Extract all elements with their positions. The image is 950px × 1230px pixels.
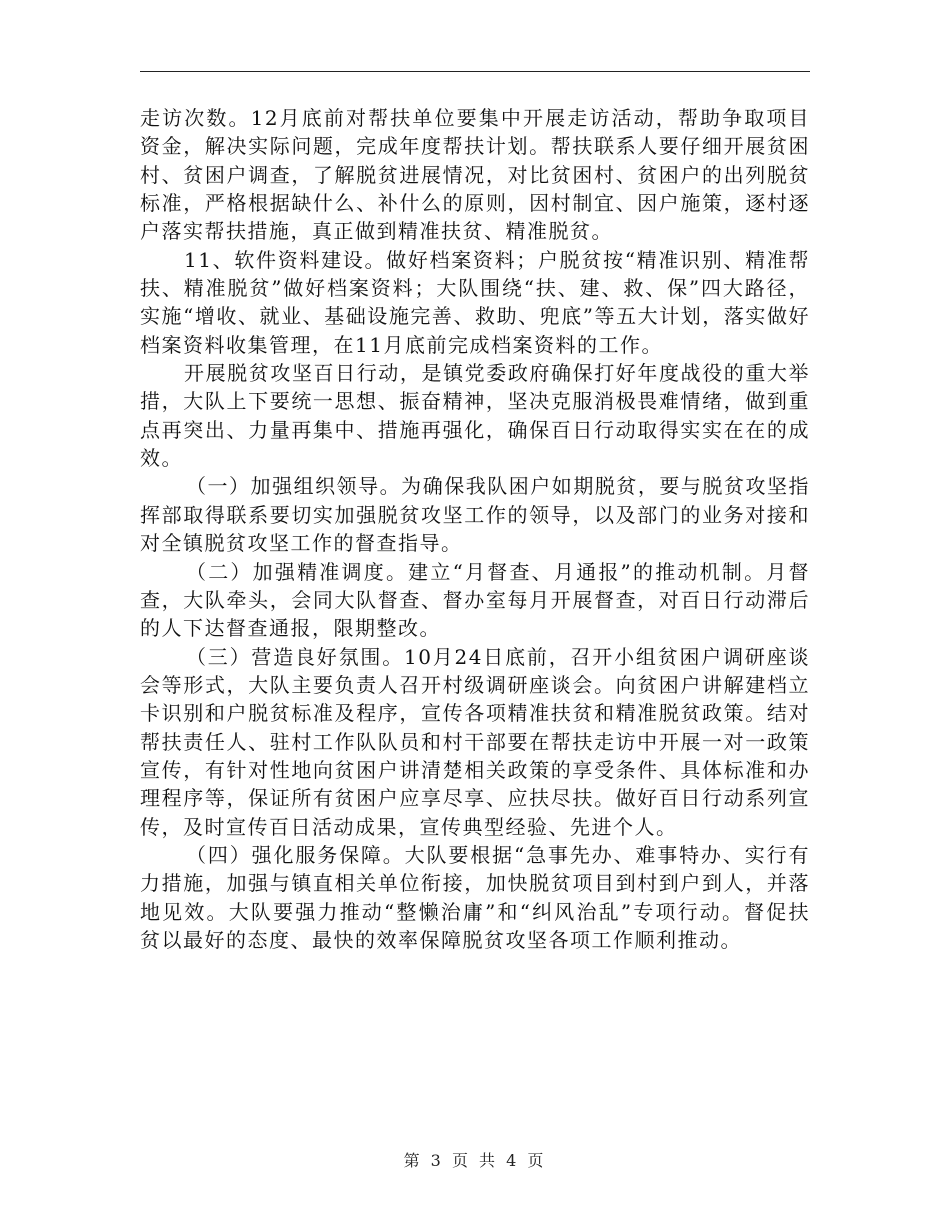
paragraph-software-records: 11、软件资料建设。做好档案资料；户脱贫按“精准识别、精准帮扶、精准脱贫”做好档案资料；大队围绕“扶、建、救、保”四大路径，实施“增收、就业、基础设施完善、救助、兜底”等五大计划，落实做好档案资料收集管理，在11月底前完成档案资料的工作。 bbox=[140, 247, 810, 357]
paragraph-hundred-day-action: 开展脱贫攻坚百日行动，是镇党委政府确保打好年度战役的重大举措，大队上下要统一思想、振奋精神，坚决克服消极畏难情绪，做到重点再突出、力量再集中、措施再强化，确保百日行动取得实实在在的成效。 bbox=[140, 361, 810, 471]
paragraph-precise-dispatch: （二）加强精准调度。建立“月督查、月通报”的推动机制。月督查，大队牵头，会同大队督查、督办室每月开展督查，对百日行动滞后的人下达督查通报，限期整改。 bbox=[140, 559, 810, 641]
paragraph-service-guarantee: （四）强化服务保障。大队要根据“急事先办、难事特办、实行有力措施，加强与镇直相关单位衔接，加快脱贫项目到村到户到人，并落地见效。大队要强力推动“整懒治庸”和“纠风治乱”专项行动。督促扶贫以最好的态度、最快的效率保障脱贫攻坚各项工作顺利推动。 bbox=[140, 842, 810, 952]
paragraph-atmosphere: （三）营造良好氛围。10月24日底前，召开小组贫困户调研座谈会等形式，大队主要负责人召开村级调研座谈会。向贫困户讲解建档立卡识别和户脱贫标准及程序，宣传各项精准扶贫和精准脱贫政策。结对帮扶责任人、驻村工作队队员和村干部要在帮扶走访中开展一对一政策宣传，有针对性地向贫困户讲清楚相关政策的享受条件、具体标准和办理程序等，保证所有贫困户应享尽享、应扶尽扶。做好百日行动系列宣传，及时宣传百日活动成果，宣传典型经验、先进个人。 bbox=[140, 644, 810, 839]
paragraph-visit-count: 走访次数。12月底前对帮扶单位要集中开展走访活动，帮助争取项目资金，解决实际问题，完成年度帮扶计划。帮扶联系人要仔细开展贫困村、贫困户调查，了解脱贫进展情况，对比贫困村、贫困户的出列脱贫标准，严格根据缺什么、补什么的原则，因村制宜、因户施策，逐村逐户落实帮扶措施，真正做到精准扶贫、精准脱贫。 bbox=[140, 106, 810, 244]
header-rule bbox=[140, 71, 810, 72]
page-number: 第 3 页 共 4 页 bbox=[403, 1151, 547, 1170]
document-body bbox=[140, 104, 810, 954]
paragraph-organization-leadership: （一）加强组织领导。为确保我队困户如期脱贫，要与脱贫攻坚指挥部取得联系要切实加强脱贫攻坚工作的领导，以及部门的业务对接和对全镇脱贫攻坚工作的督查指导。 bbox=[140, 474, 810, 556]
